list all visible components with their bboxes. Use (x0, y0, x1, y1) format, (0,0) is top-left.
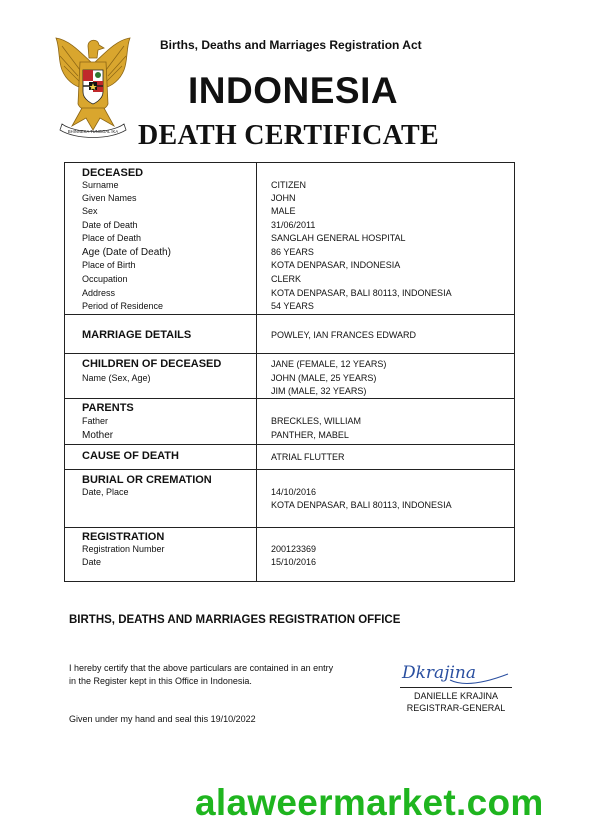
field-label: Place of Birth (82, 260, 136, 270)
field-value: CLERK (271, 274, 302, 284)
field-label: Name (Sex, Age) (82, 373, 151, 383)
field-label: Registration Number (82, 544, 165, 554)
field-label: Occupation (82, 274, 128, 284)
field-value: 31/06/2011 (271, 220, 316, 230)
signature-line (400, 687, 512, 688)
field-value: PANTHER, MABEL (271, 430, 349, 440)
field-value: 14/10/2016 (271, 487, 317, 497)
registration-office-heading: BIRTHS, DEATHS AND MARRIAGES REGISTRATION OFFICE (69, 614, 401, 626)
section-heading: PARENTS (82, 402, 134, 414)
field-label: Mother (82, 430, 114, 441)
country-title: INDONESIA (188, 70, 399, 111)
garuda-emblem-icon (52, 30, 134, 140)
watermark-text: alaweermarket.com (195, 782, 544, 823)
field-value: ATRIAL FLUTTER (271, 452, 345, 462)
registrar-title: REGISTRAR-GENERAL (406, 703, 506, 713)
field-value: KOTA DENPASAR, INDONESIA (271, 260, 401, 270)
field-value: CITIZEN (271, 180, 306, 190)
section-heading: DECEASED (82, 167, 144, 179)
field-value: POWLEY, IAN FRANCES EDWARD (271, 330, 417, 340)
section-heading: BURIAL OR CREMATION (82, 474, 212, 486)
field-value: JANE (FEMALE, 12 YEARS) (271, 359, 387, 369)
field-value: SANGLAH GENERAL HOSPITAL (271, 233, 406, 243)
section-heading: REGISTRATION (82, 531, 165, 543)
field-value: 15/10/2016 (271, 557, 317, 567)
registrar-name: DANIELLE KRAJINA (413, 691, 499, 701)
svg-text:Dkrajina: Dkrajina (402, 663, 476, 683)
section-marriage (65, 315, 514, 354)
section-registration (65, 528, 514, 582)
field-value: JOHN (MALE, 25 YEARS) (271, 373, 377, 383)
document-title: DEATH CERTIFICATE (138, 120, 440, 151)
field-label: Period of Residence (82, 301, 164, 311)
field-label: Address (82, 288, 116, 298)
field-label: Sex (82, 206, 98, 216)
certificate-table (64, 162, 515, 582)
section-heading: CHILDREN OF DECEASED (82, 358, 222, 370)
field-value: KOTA DENPASAR, BALI 80113, INDONESIA (271, 500, 452, 510)
field-value: JOHN (271, 193, 296, 203)
field-label: Date, Place (82, 487, 129, 497)
field-label: Date of Death (82, 220, 138, 230)
emblem-motto: BHINNEKA TUNGGAL IKA (67, 129, 119, 134)
field-value: BRECKLES, WILLIAM (271, 416, 362, 426)
section-heading: MARRIAGE DETAILS (82, 329, 192, 341)
given-under-hand-text: Given under my hand and seal this 19/10/2022 (69, 714, 256, 724)
section-heading: CAUSE OF DEATH (82, 450, 179, 462)
field-value: 86 YEARS (271, 247, 314, 257)
field-label: Age (Date of Death) (82, 247, 171, 258)
field-value: KOTA DENPASAR, BALI 80113, INDONESIA (271, 288, 452, 298)
certification-text-line: in the Register kept in this Office in Indonesia. (69, 676, 252, 686)
act-title: Births, Deaths and Marriages Registration Act (160, 38, 422, 52)
section-parents (65, 399, 514, 445)
field-label: Date (82, 557, 102, 567)
field-value: JIM (MALE, 32 YEARS) (271, 386, 367, 396)
section-deceased (65, 163, 514, 315)
section-burial (65, 470, 514, 528)
field-value: MALE (271, 206, 296, 216)
field-value: 200123369 (271, 544, 317, 554)
section-cause-of-death (65, 445, 514, 470)
section-children (65, 354, 514, 399)
signature (400, 660, 510, 686)
field-label: Surname (82, 180, 119, 190)
field-value: 54 YEARS (271, 301, 314, 311)
certification-text-line: I hereby certify that the above particulars are contained in an entry (69, 663, 334, 673)
field-label: Place of Death (82, 233, 142, 243)
field-label: Given Names (82, 193, 137, 203)
field-label: Father (82, 416, 109, 426)
